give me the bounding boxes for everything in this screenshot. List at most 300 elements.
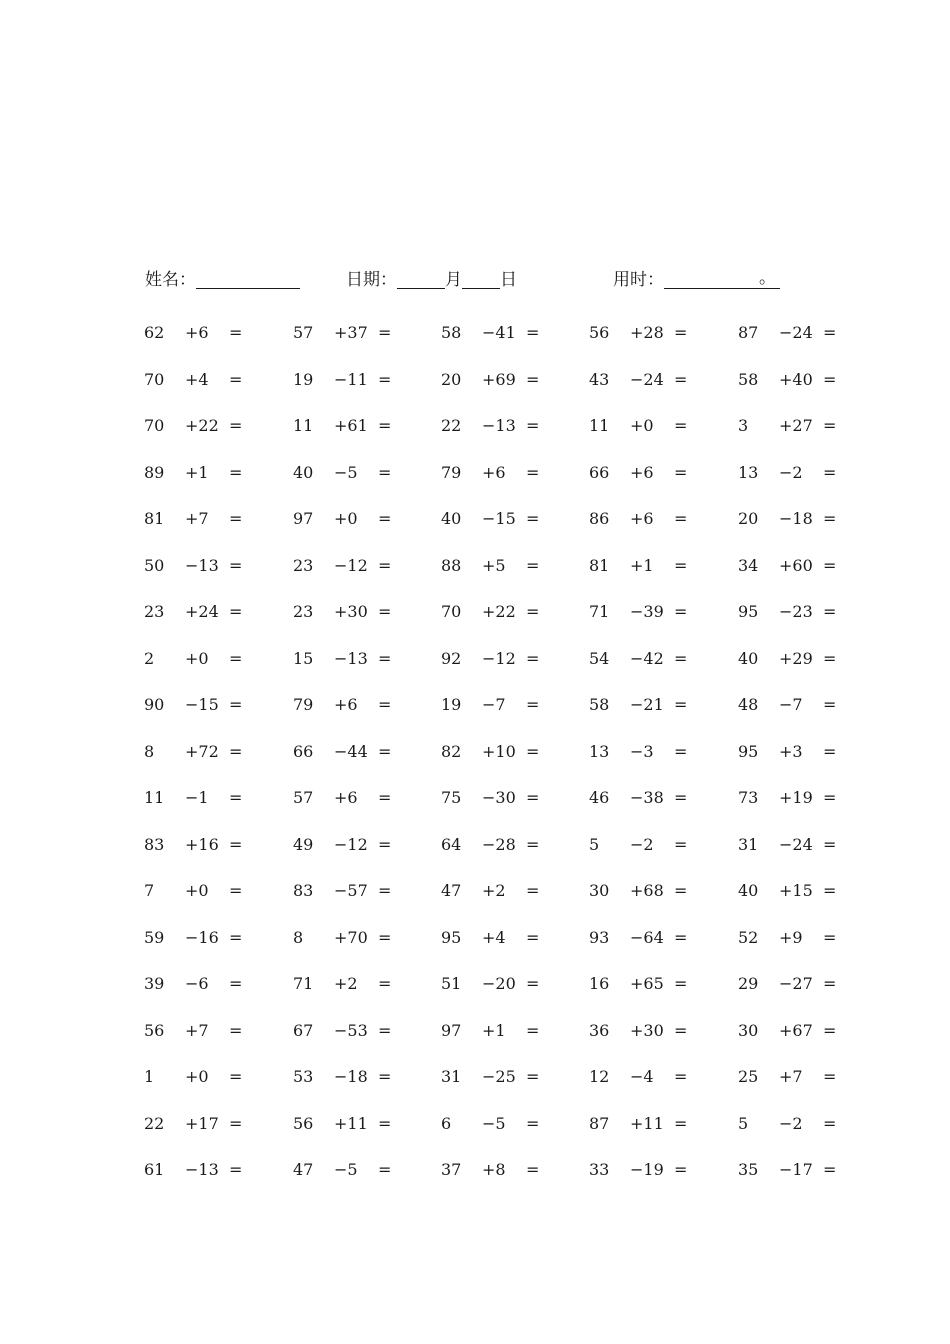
operand-b: +0 xyxy=(185,648,209,668)
equals-sign: = xyxy=(823,788,837,807)
operand-a: 93 xyxy=(589,927,610,947)
equals-sign: = xyxy=(526,1160,540,1179)
operand-b: −17 xyxy=(779,1160,813,1179)
operand-b: −5 xyxy=(334,1160,358,1179)
operand-a: 71 xyxy=(589,602,610,621)
operand-b: −19 xyxy=(630,1160,664,1179)
equals-sign: = xyxy=(823,509,837,528)
equals-sign: = xyxy=(229,1160,243,1179)
operand-a: 25 xyxy=(738,1067,759,1086)
equals-sign: = xyxy=(674,509,688,528)
operand-a: 11 xyxy=(144,788,165,807)
operand-b: −21 xyxy=(630,695,664,714)
problem-row xyxy=(0,868,950,915)
equals-sign: = xyxy=(823,602,837,621)
equals-sign: = xyxy=(674,834,688,854)
problem-row xyxy=(0,1054,950,1101)
operand-a: 58 xyxy=(589,695,610,714)
operand-a: 49 xyxy=(293,834,314,854)
operand-a: 87 xyxy=(589,1113,610,1133)
operand-a: 70 xyxy=(441,602,462,621)
equals-sign: = xyxy=(823,1160,837,1179)
operand-a: 31 xyxy=(738,834,759,854)
operand-b: +7 xyxy=(779,1067,803,1086)
operand-a: 57 xyxy=(293,323,314,342)
equals-sign: = xyxy=(823,1020,837,1040)
equals-sign: = xyxy=(823,323,837,342)
operand-b: +30 xyxy=(630,1020,664,1040)
operand-a: 13 xyxy=(738,462,759,482)
operand-b: +40 xyxy=(779,369,813,389)
day-blank[interactable] xyxy=(462,268,500,289)
equals-sign: = xyxy=(674,974,688,993)
operand-b: −7 xyxy=(779,695,803,714)
problem-row xyxy=(0,403,950,450)
equals-sign: = xyxy=(378,974,392,993)
operand-a: 43 xyxy=(589,369,610,389)
operand-b: −16 xyxy=(185,927,219,947)
operand-b: +28 xyxy=(630,323,664,342)
equals-sign: = xyxy=(378,741,392,761)
month-label: 月 xyxy=(445,270,462,290)
problem-row xyxy=(0,450,950,497)
equals-sign: = xyxy=(526,741,540,761)
problem-row xyxy=(0,682,950,729)
equals-sign: = xyxy=(526,1113,540,1133)
operand-b: −28 xyxy=(482,834,516,854)
operand-b: +7 xyxy=(185,509,209,528)
operand-a: 51 xyxy=(441,974,462,993)
operand-a: 66 xyxy=(293,741,314,761)
problem-row xyxy=(0,729,950,776)
operand-a: 8 xyxy=(144,741,155,761)
equals-sign: = xyxy=(526,323,540,342)
equals-sign: = xyxy=(378,602,392,621)
name-label: 姓名： xyxy=(145,270,196,290)
equals-sign: = xyxy=(674,741,688,761)
equals-sign: = xyxy=(229,509,243,528)
operand-b: +0 xyxy=(185,1067,209,1086)
operand-b: +2 xyxy=(482,881,506,900)
operand-a: 56 xyxy=(144,1020,165,1040)
equals-sign: = xyxy=(229,1113,243,1133)
equals-sign: = xyxy=(378,788,392,807)
operand-b: +22 xyxy=(482,602,516,621)
equals-sign: = xyxy=(378,648,392,668)
operand-b: +61 xyxy=(334,416,368,435)
equals-sign: = xyxy=(378,1067,392,1086)
operand-a: 22 xyxy=(441,416,462,435)
operand-b: −38 xyxy=(630,788,664,807)
operand-b: −13 xyxy=(185,555,219,575)
operand-a: 7 xyxy=(144,881,155,900)
operand-b: +67 xyxy=(779,1020,813,1040)
operand-b: +68 xyxy=(630,881,664,900)
equals-sign: = xyxy=(823,1113,837,1133)
equals-sign: = xyxy=(229,1067,243,1086)
operand-a: 47 xyxy=(293,1160,314,1179)
operand-b: −12 xyxy=(482,648,516,668)
operand-a: 79 xyxy=(293,695,314,714)
operand-b: −5 xyxy=(334,462,358,482)
operand-b: −18 xyxy=(334,1067,368,1086)
operand-a: 97 xyxy=(441,1020,462,1040)
operand-a: 70 xyxy=(144,369,165,389)
operand-b: +0 xyxy=(185,881,209,900)
operand-a: 92 xyxy=(441,648,462,668)
operand-a: 81 xyxy=(589,555,610,575)
operand-b: +70 xyxy=(334,927,368,947)
operand-a: 40 xyxy=(293,462,314,482)
equals-sign: = xyxy=(674,1067,688,1086)
operand-a: 1 xyxy=(144,1067,155,1086)
problem-row xyxy=(0,636,950,683)
operand-a: 88 xyxy=(441,555,462,575)
equals-sign: = xyxy=(526,1020,540,1040)
operand-b: −1 xyxy=(185,788,209,807)
operand-a: 40 xyxy=(738,648,759,668)
equals-sign: = xyxy=(823,555,837,575)
operand-b: −42 xyxy=(630,648,664,668)
equals-sign: = xyxy=(526,834,540,854)
equals-sign: = xyxy=(378,834,392,854)
operand-b: +8 xyxy=(482,1160,506,1179)
equals-sign: = xyxy=(229,369,243,389)
operand-a: 56 xyxy=(293,1113,314,1133)
operand-b: −20 xyxy=(482,974,516,993)
equals-sign: = xyxy=(229,881,243,900)
equals-sign: = xyxy=(229,648,243,668)
equals-sign: = xyxy=(378,416,392,435)
operand-b: −13 xyxy=(482,416,516,435)
operand-a: 97 xyxy=(293,509,314,528)
operand-a: 48 xyxy=(738,695,759,714)
operand-a: 83 xyxy=(293,881,314,900)
equals-sign: = xyxy=(229,741,243,761)
equals-sign: = xyxy=(823,416,837,435)
equals-sign: = xyxy=(378,462,392,482)
operand-b: −7 xyxy=(482,695,506,714)
equals-sign: = xyxy=(526,788,540,807)
operand-a: 20 xyxy=(441,369,462,389)
operand-a: 23 xyxy=(293,602,314,621)
equals-sign: = xyxy=(823,462,837,482)
operand-b: +69 xyxy=(482,369,516,389)
equals-sign: = xyxy=(526,416,540,435)
equals-sign: = xyxy=(229,695,243,714)
operand-b: +1 xyxy=(185,462,209,482)
equals-sign: = xyxy=(674,369,688,389)
operand-b: −6 xyxy=(185,974,209,993)
operand-a: 79 xyxy=(441,462,462,482)
operand-b: −3 xyxy=(630,741,654,761)
operand-a: 57 xyxy=(293,788,314,807)
operand-a: 40 xyxy=(738,881,759,900)
operand-b: +4 xyxy=(482,927,506,947)
equals-sign: = xyxy=(378,695,392,714)
operand-a: 73 xyxy=(738,788,759,807)
operand-b: −4 xyxy=(630,1067,654,1086)
operand-b: +30 xyxy=(334,602,368,621)
operand-b: +6 xyxy=(334,788,358,807)
equals-sign: = xyxy=(823,648,837,668)
operand-a: 54 xyxy=(589,648,610,668)
equals-sign: = xyxy=(229,1020,243,1040)
equals-sign: = xyxy=(378,1020,392,1040)
worksheet-header xyxy=(145,266,845,294)
operand-b: +16 xyxy=(185,834,219,854)
problem-row xyxy=(0,310,950,357)
name-blank[interactable] xyxy=(196,268,300,289)
operand-a: 71 xyxy=(293,974,314,993)
equals-sign: = xyxy=(378,1160,392,1179)
operand-b: −24 xyxy=(630,369,664,389)
operand-a: 90 xyxy=(144,695,165,714)
equals-sign: = xyxy=(526,648,540,668)
operand-b: +17 xyxy=(185,1113,219,1133)
operand-b: +22 xyxy=(185,416,219,435)
operand-b: −5 xyxy=(482,1113,506,1133)
time-blank[interactable] xyxy=(664,268,780,289)
operand-b: −24 xyxy=(779,834,813,854)
operand-b: +27 xyxy=(779,416,813,435)
time-suffix: 。 xyxy=(759,268,776,288)
equals-sign: = xyxy=(674,927,688,947)
problem-row xyxy=(0,822,950,869)
equals-sign: = xyxy=(229,788,243,807)
operand-b: −11 xyxy=(334,369,368,389)
operand-a: 59 xyxy=(144,927,165,947)
operand-a: 58 xyxy=(441,323,462,342)
operand-b: +7 xyxy=(185,1020,209,1040)
equals-sign: = xyxy=(674,323,688,342)
equals-sign: = xyxy=(526,555,540,575)
operand-a: 31 xyxy=(441,1067,462,1086)
operand-a: 58 xyxy=(738,369,759,389)
equals-sign: = xyxy=(526,695,540,714)
operand-a: 37 xyxy=(441,1160,462,1179)
equals-sign: = xyxy=(229,974,243,993)
operand-a: 53 xyxy=(293,1067,314,1086)
operand-a: 95 xyxy=(738,602,759,621)
equals-sign: = xyxy=(526,881,540,900)
operand-a: 39 xyxy=(144,974,165,993)
operand-b: +65 xyxy=(630,974,664,993)
month-blank[interactable] xyxy=(397,268,445,289)
equals-sign: = xyxy=(526,369,540,389)
equals-sign: = xyxy=(674,881,688,900)
operand-b: −64 xyxy=(630,927,664,947)
operand-b: +72 xyxy=(185,741,219,761)
operand-a: 29 xyxy=(738,974,759,993)
operand-b: +60 xyxy=(779,555,813,575)
equals-sign: = xyxy=(823,881,837,900)
operand-b: −13 xyxy=(334,648,368,668)
operand-a: 34 xyxy=(738,555,759,575)
operand-a: 64 xyxy=(441,834,462,854)
equals-sign: = xyxy=(229,323,243,342)
operand-a: 36 xyxy=(589,1020,610,1040)
day-label: 日 xyxy=(500,270,517,290)
equals-sign: = xyxy=(378,369,392,389)
equals-sign: = xyxy=(526,462,540,482)
operand-b: −25 xyxy=(482,1067,516,1086)
operand-b: −15 xyxy=(482,509,516,528)
operand-a: 12 xyxy=(589,1067,610,1086)
equals-sign: = xyxy=(526,602,540,621)
equals-sign: = xyxy=(674,1020,688,1040)
operand-a: 67 xyxy=(293,1020,314,1040)
equals-sign: = xyxy=(526,509,540,528)
operand-a: 82 xyxy=(441,741,462,761)
operand-a: 5 xyxy=(738,1113,749,1133)
operand-a: 30 xyxy=(738,1020,759,1040)
operand-a: 5 xyxy=(589,834,600,854)
operand-b: −2 xyxy=(779,462,803,482)
equals-sign: = xyxy=(674,462,688,482)
operand-b: −15 xyxy=(185,695,219,714)
equals-sign: = xyxy=(229,416,243,435)
operand-b: +24 xyxy=(185,602,219,621)
operand-b: +4 xyxy=(185,369,209,389)
equals-sign: = xyxy=(823,927,837,947)
operand-b: −23 xyxy=(779,602,813,621)
operand-a: 70 xyxy=(144,416,165,435)
equals-sign: = xyxy=(378,927,392,947)
operand-a: 23 xyxy=(293,555,314,575)
equals-sign: = xyxy=(526,1067,540,1086)
equals-sign: = xyxy=(823,1067,837,1086)
problem-grid xyxy=(0,310,950,1194)
operand-a: 13 xyxy=(589,741,610,761)
operand-b: −30 xyxy=(482,788,516,807)
operand-b: +2 xyxy=(334,974,358,993)
operand-a: 89 xyxy=(144,462,165,482)
operand-b: +11 xyxy=(630,1113,664,1133)
operand-a: 95 xyxy=(738,741,759,761)
equals-sign: = xyxy=(229,602,243,621)
equals-sign: = xyxy=(674,555,688,575)
equals-sign: = xyxy=(823,369,837,389)
operand-b: −53 xyxy=(334,1020,368,1040)
operand-b: +1 xyxy=(482,1020,506,1040)
problem-row xyxy=(0,543,950,590)
equals-sign: = xyxy=(229,462,243,482)
operand-a: 22 xyxy=(144,1113,165,1133)
operand-b: +1 xyxy=(630,555,654,575)
operand-a: 8 xyxy=(293,927,304,947)
operand-a: 11 xyxy=(589,416,610,435)
date-label: 日期： xyxy=(346,270,397,290)
operand-b: +19 xyxy=(779,788,813,807)
operand-b: +6 xyxy=(334,695,358,714)
equals-sign: = xyxy=(674,648,688,668)
operand-a: 75 xyxy=(441,788,462,807)
operand-a: 3 xyxy=(738,416,749,435)
operand-b: −2 xyxy=(779,1113,803,1133)
equals-sign: = xyxy=(674,788,688,807)
operand-a: 87 xyxy=(738,323,759,342)
equals-sign: = xyxy=(823,741,837,761)
operand-a: 35 xyxy=(738,1160,759,1179)
operand-b: +29 xyxy=(779,648,813,668)
operand-b: +0 xyxy=(630,416,654,435)
time-field xyxy=(613,266,780,294)
operand-b: −39 xyxy=(630,602,664,621)
equals-sign: = xyxy=(526,927,540,947)
operand-b: −41 xyxy=(482,323,516,342)
problem-row xyxy=(0,775,950,822)
time-label: 用时： xyxy=(613,270,664,290)
equals-sign: = xyxy=(674,416,688,435)
operand-b: +37 xyxy=(334,323,368,342)
operand-a: 15 xyxy=(293,648,314,668)
operand-a: 95 xyxy=(441,927,462,947)
operand-b: +6 xyxy=(185,323,209,342)
operand-a: 46 xyxy=(589,788,610,807)
operand-b: −2 xyxy=(630,834,654,854)
equals-sign: = xyxy=(674,1160,688,1179)
operand-a: 19 xyxy=(441,695,462,714)
equals-sign: = xyxy=(229,834,243,854)
operand-a: 83 xyxy=(144,834,165,854)
equals-sign: = xyxy=(378,1113,392,1133)
equals-sign: = xyxy=(823,695,837,714)
equals-sign: = xyxy=(526,974,540,993)
equals-sign: = xyxy=(674,695,688,714)
problem-row xyxy=(0,1147,950,1194)
equals-sign: = xyxy=(823,834,837,854)
operand-b: −57 xyxy=(334,881,368,900)
operand-b: +5 xyxy=(482,555,506,575)
name-field xyxy=(145,266,300,294)
operand-b: +3 xyxy=(779,741,803,761)
problem-row xyxy=(0,915,950,962)
operand-a: 23 xyxy=(144,602,165,621)
equals-sign: = xyxy=(229,927,243,947)
operand-a: 2 xyxy=(144,648,155,668)
operand-a: 33 xyxy=(589,1160,610,1179)
operand-a: 19 xyxy=(293,369,314,389)
operand-b: −12 xyxy=(334,834,368,854)
operand-a: 47 xyxy=(441,881,462,900)
operand-a: 30 xyxy=(589,881,610,900)
equals-sign: = xyxy=(229,555,243,575)
operand-a: 6 xyxy=(441,1113,452,1133)
operand-a: 16 xyxy=(589,974,610,993)
equals-sign: = xyxy=(378,323,392,342)
operand-b: +9 xyxy=(779,927,803,947)
operand-a: 40 xyxy=(441,509,462,528)
operand-b: +6 xyxy=(630,462,654,482)
operand-a: 56 xyxy=(589,323,610,342)
operand-b: −12 xyxy=(334,555,368,575)
problem-row xyxy=(0,357,950,404)
equals-sign: = xyxy=(674,602,688,621)
problem-row xyxy=(0,1008,950,1055)
problem-row xyxy=(0,496,950,543)
operand-a: 66 xyxy=(589,462,610,482)
equals-sign: = xyxy=(378,509,392,528)
problem-row xyxy=(0,589,950,636)
equals-sign: = xyxy=(674,1113,688,1133)
operand-a: 81 xyxy=(144,509,165,528)
operand-b: +10 xyxy=(482,741,516,761)
operand-a: 62 xyxy=(144,323,165,342)
operand-b: +0 xyxy=(334,509,358,528)
operand-a: 52 xyxy=(738,927,759,947)
operand-a: 11 xyxy=(293,416,314,435)
